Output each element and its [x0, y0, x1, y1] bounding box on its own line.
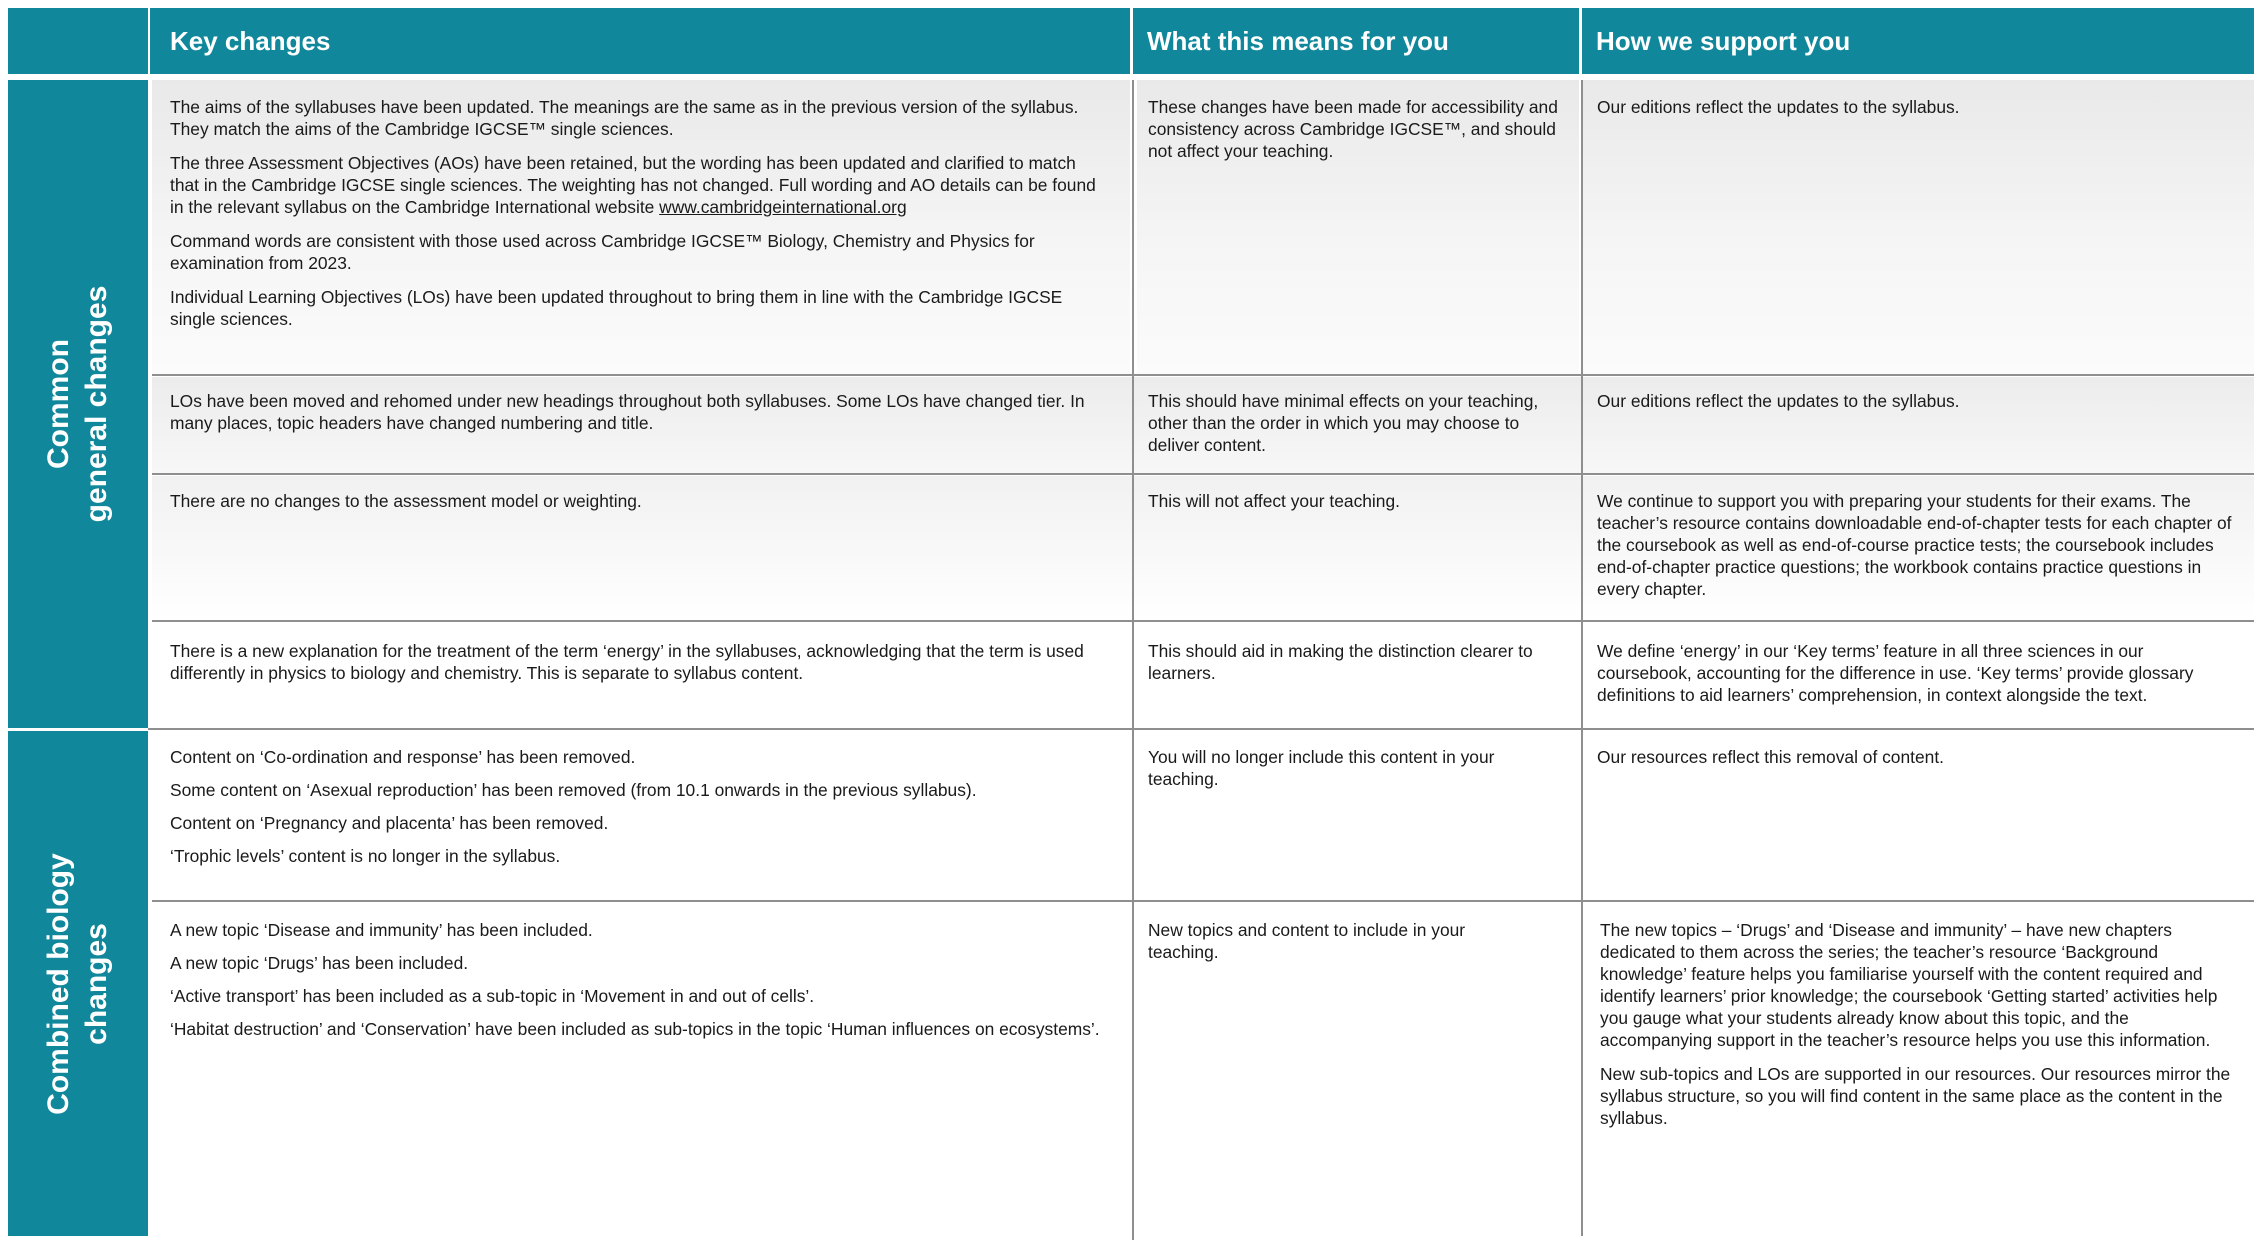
row-3-what-this-means: This will not affect your teaching.: [1148, 491, 1400, 511]
row-4-key-changes: There is a new explanation for the treatment of the term ‘energy’ in the syllabuses, acknowledging that the term is used differently in physics to biology and chemistry. This is separate to syllabus content.: [170, 641, 1084, 683]
row-2-what-this-means: This should have minimal effects on your teaching, other than the order in which you may choose to deliver content.: [1148, 391, 1539, 455]
row-5-what-this-means: You will no longer include this content in your teaching.: [1148, 747, 1495, 789]
section-combined-biology: [8, 731, 148, 1236]
row-5-how-we-support: Our resources reflect this removal of content.: [1597, 747, 1944, 767]
row-1-how-we-support: Our editions reflect the updates to the syllabus.: [1597, 97, 1960, 117]
row-1-key-changes: The aims of the syllabuses have been updated. The meanings are the same as in the previous version of the syllabus. They match the aims of the Cambridge IGCSE™ single sciences. The three Assessment Objectives (AOs) have been retained, but the wording has been updated and clarified to match that in the Cambridge IGCSE single sciences. The weighting has not changed. Full wording and AO details can be found in the relevant syllabus on the Cambridge International website www.cambridgeinternational.org Command words are consistent with those used across Cambridge IGCSE™ Biology, Chemistry and Physics for examination from 2023. Individual Learning Objectives (LOs) have been updated throughout to bring them in line with the Cambridge IGCSE single sciences.: [170, 97, 1096, 329]
row-divider-4: [148, 728, 2254, 730]
row-divider-3: [152, 620, 2254, 622]
row-5-key-changes: Content on ‘Co-ordination and response’ has been removed. Some content on ‘Asexual reproduction’ has been removed (from 10.1 onwards in the previous syllabus). Content on ‘Pregnancy and placenta’ has been removed. ‘Trophic levels’ content is no longer in the syllabus.: [170, 747, 977, 866]
header-corner: [8, 8, 148, 74]
section-common-general-label: Common general changes: [42, 285, 113, 523]
header-what-this-means: [1133, 8, 1579, 74]
row-3-key-changes: There are no changes to the assessment model or weighting.: [170, 491, 642, 511]
row-6-what-this-means: New topics and content to include in your teaching.: [1148, 920, 1466, 962]
header-how-we-support-label: How we support you: [1596, 26, 1851, 56]
row-divider-1: [152, 374, 2254, 376]
row-4-what-this-means: This should aid in making the distinction clearer to learners.: [1148, 641, 1533, 683]
row-6-how-we-support: The new topics – ‘Drugs’ and ‘Disease and immunity’ – have new chapters dedicated to them across the series; the teacher’s resource ‘Background knowledge’ feature helps you familiarise yourself with the content required and identify learners’ prior knowledge; the coursebook ‘Getting started’ activities help you gauge what your students already know about this topic, and the accompanying support in the teacher’s resource helps you use this information. New sub-topics and LOs are supported in our resources. Our resources mirror the syllabus structure, so you will find content in the same place as the content in the syllabus.: [1600, 920, 2231, 1128]
row-divider-5: [152, 900, 2254, 902]
row-6-key-changes: A new topic ‘Disease and immunity’ has been included. A new topic ‘Drugs’ has been included. ‘Active transport’ has been included as a sub-topic in ‘Movement in and out of cells’. ‘Habitat destruction’ and ‘Conservation’ have been included as sub-topics in the topic ‘Human influences on ecosystems’.: [170, 920, 1100, 1039]
row-2-how-we-support: Our editions reflect the updates to the syllabus.: [1597, 391, 1960, 411]
header-key-changes: [150, 8, 1130, 74]
row-divider-2: [152, 473, 2254, 475]
section-common-general: [8, 80, 148, 728]
header-what-this-means-label: What this means for you: [1147, 26, 1449, 56]
header-key-changes-label: Key changes: [170, 26, 331, 56]
cambridge-website-link[interactable]: www.cambridgeinternational.org: [659, 197, 907, 217]
row-2-key-changes: LOs have been moved and rehomed under new headings throughout both syllabuses. Some LOs have changed tier. In many places, topic headers have changed numbering and title.: [170, 391, 1085, 433]
section-combined-biology-label: Combined biology changes: [42, 852, 113, 1115]
header-how-we-support: [1582, 8, 2254, 74]
row-1-what-this-means: These changes have been made for accessibility and consistency across Cambridge IGCSE™, and should not affect your teaching.: [1148, 97, 1558, 161]
row-4-how-we-support: We define ‘energy’ in our ‘Key terms’ feature in all three sciences in our coursebook, accounting for the difference in use. ‘Key terms’ provide glossary definitions to aid learners’ comprehension, in context alongside the text.: [1597, 641, 2194, 705]
row-3-how-we-support: We continue to support you with preparing your students for their exams. The teacher’s resource contains downloadable end-of-chapter tests for each chapter of the coursebook as well as end-of-course practice tests; the coursebook includes end-of-chapter practice questions; the workbook contains practice questions in every chapter.: [1597, 491, 2232, 599]
